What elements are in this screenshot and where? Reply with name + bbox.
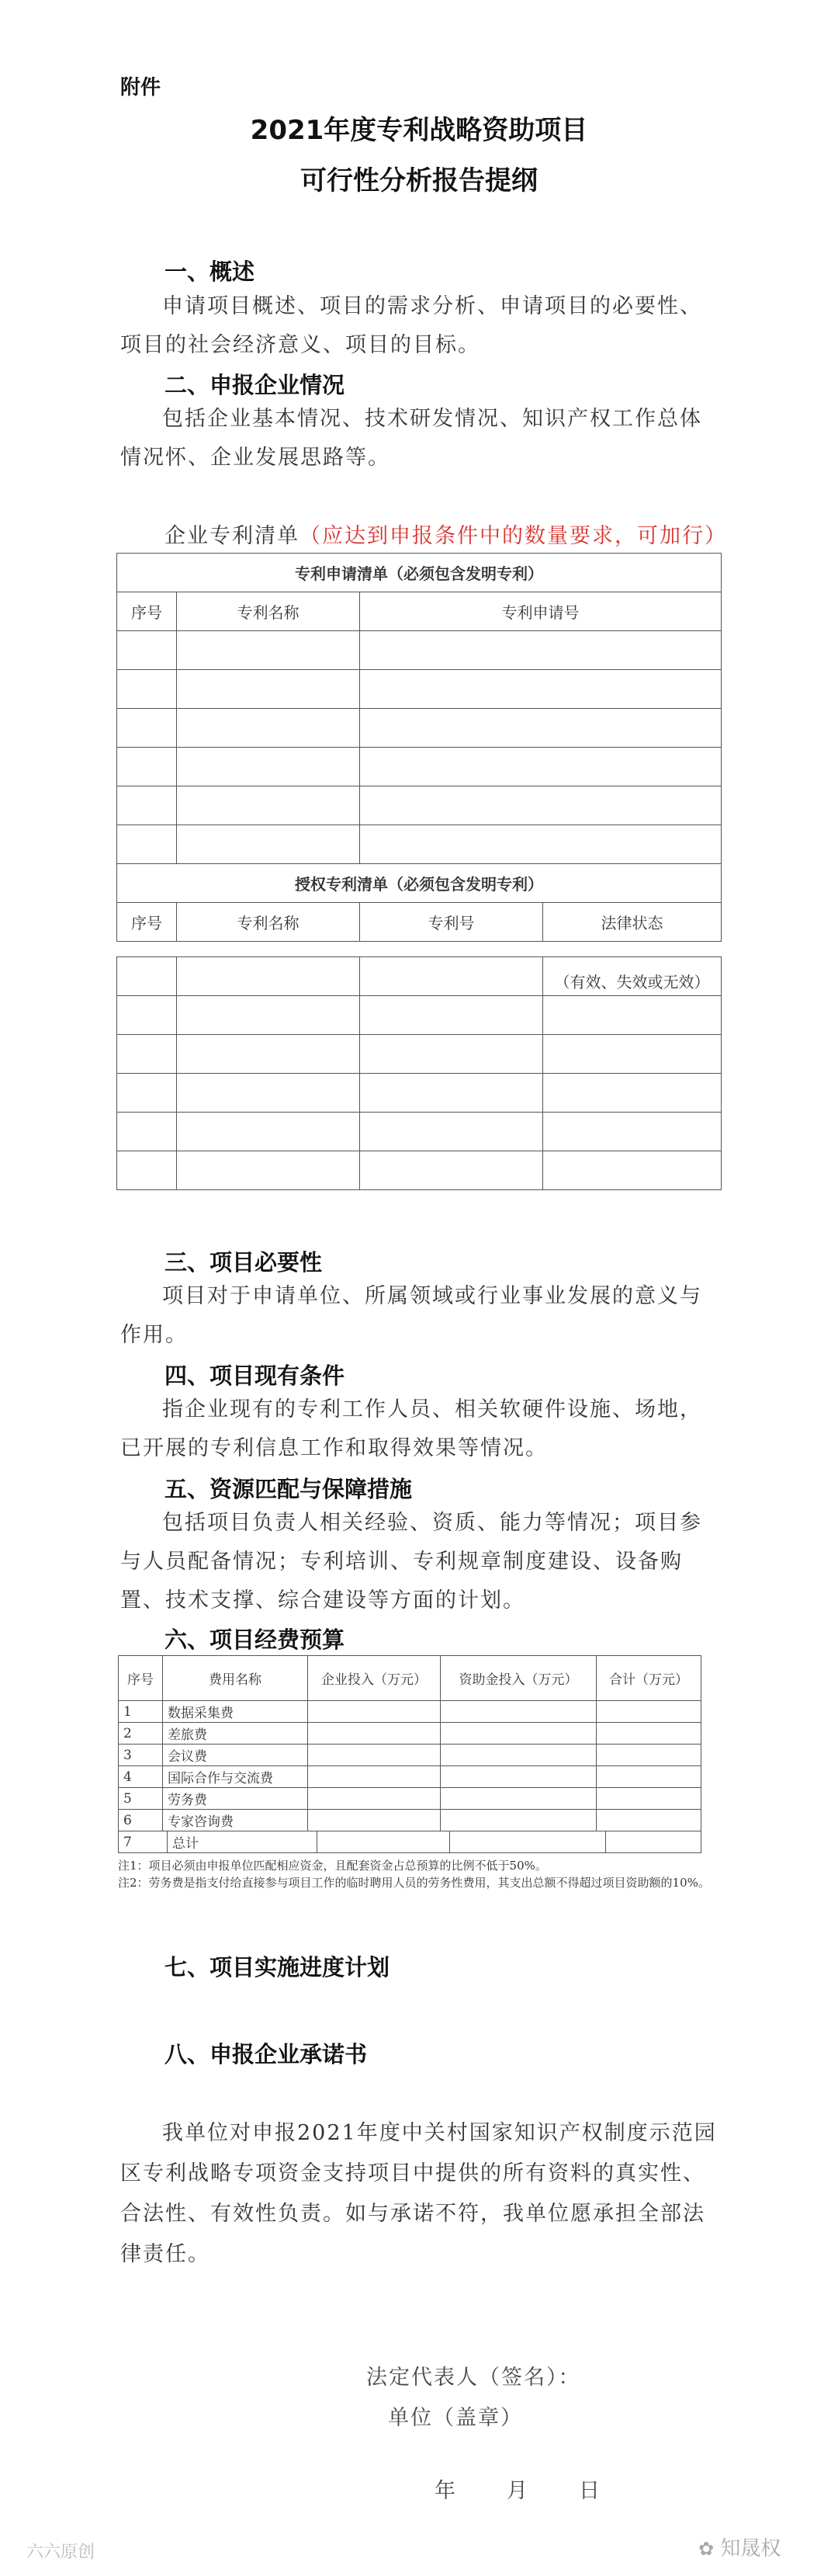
table-row: [119, 1766, 701, 1788]
table-row: [117, 1113, 722, 1151]
table-row: [119, 1810, 701, 1831]
table-row: [119, 1831, 701, 1853]
budget-header-name: 费用名称: [163, 1656, 308, 1701]
cell[interactable]: [360, 1113, 543, 1151]
cell[interactable]: [117, 825, 177, 864]
cell[interactable]: [360, 631, 722, 670]
cell[interactable]: [597, 1723, 701, 1745]
cell[interactable]: [117, 670, 177, 709]
table-row: [117, 748, 722, 786]
sec2-text: 包括企业基本情况、技术研发情况、知识产权工作总体情况怀、企业发展思路等。: [120, 407, 702, 470]
budget-table: [118, 1655, 701, 1831]
budget-note-1: 注1：项目必须由申报单位匹配相应资金，且配套资金占总预算的比例不低于50%。: [118, 1859, 547, 1873]
table-row: [117, 709, 722, 748]
sec4-heading: 四、项目现有条件: [164, 1363, 345, 1389]
wechat-icon: ✿: [698, 2538, 715, 2560]
grant-caption: 授权专利清单（必须包含发明专利）: [117, 864, 722, 903]
budget-header-grant: 资助金投入（万元）: [441, 1656, 597, 1701]
row-no: 2: [119, 1723, 163, 1745]
patent-grant-header: [116, 902, 722, 942]
unit-seal: 单位（盖章）: [388, 2406, 523, 2430]
cell[interactable]: [360, 709, 722, 748]
row-no: 1: [119, 1701, 163, 1723]
row-no: 6: [119, 1810, 163, 1831]
table-row: [119, 1701, 701, 1723]
grant-header-no: 序号: [117, 903, 177, 942]
cell[interactable]: [117, 748, 177, 786]
table-row: [119, 1788, 701, 1810]
row-no: 3: [119, 1745, 163, 1766]
table-row: [117, 1151, 722, 1190]
budget-note-2: 注2：劳务费是指支付给直接参与项目工作的临时聘用人员的劳务性费用，其支出总额不得超过项目资助额的10%。: [118, 1876, 710, 1890]
cell[interactable]: [360, 996, 543, 1035]
cell[interactable]: [177, 1151, 360, 1190]
attachment-label: 附件: [120, 76, 161, 99]
apply-header-number: 专利申请号: [360, 592, 722, 631]
cell[interactable]: [441, 1701, 597, 1723]
table-row: [117, 996, 722, 1035]
cell[interactable]: [317, 1831, 450, 1853]
total-no: 7: [119, 1831, 168, 1853]
apply-header-name: 专利名称: [177, 592, 360, 631]
grant-header-status: 法律状态: [543, 903, 722, 942]
watermark-right: [698, 2533, 781, 2561]
cell[interactable]: [441, 1723, 597, 1745]
cell[interactable]: [117, 1074, 177, 1113]
patent-list-label: [164, 519, 727, 549]
cell[interactable]: [117, 786, 177, 825]
sec2-heading: 二、申报企业情况: [164, 372, 345, 398]
cell[interactable]: [441, 1810, 597, 1831]
cell[interactable]: [360, 786, 722, 825]
row-name: 会议费: [163, 1745, 308, 1766]
cell[interactable]: [450, 1831, 606, 1853]
table-row: [117, 631, 722, 670]
table-row: [117, 1074, 722, 1113]
cell[interactable]: [360, 825, 722, 864]
cell[interactable]: [441, 1766, 597, 1788]
cell[interactable]: [177, 996, 360, 1035]
sec5-heading: 五、资源匹配与保障措施: [164, 1476, 413, 1502]
row-no: 4: [119, 1766, 163, 1788]
cell[interactable]: [543, 1151, 722, 1190]
patent-list-note: （应达到申报条件中的数量要求，可加行）: [300, 524, 727, 548]
title-line-2: 可行性分析报告提纲: [300, 165, 538, 196]
sec1-text: 申请项目概述、项目的需求分析、申请项目的必要性、项目的社会经济意义、项目的目标。: [120, 294, 702, 357]
cell[interactable]: [308, 1766, 441, 1788]
table-row: [117, 786, 722, 825]
table-row: [117, 957, 722, 996]
sec4-text: 指企业现有的专利工作人员、相关软硬件设施、场地，已开展的专利信息工作和取得效果等情况。: [120, 1397, 702, 1460]
patent-apply-table: [116, 553, 722, 903]
cell[interactable]: [117, 1035, 177, 1074]
watermark-left: 六六原创: [26, 2543, 95, 2562]
cell[interactable]: [177, 1113, 360, 1151]
cell[interactable]: [177, 1035, 360, 1074]
cell[interactable]: [308, 1788, 441, 1810]
cell[interactable]: [177, 1074, 360, 1113]
sign-date: 年 月 日: [435, 2479, 603, 2503]
cell[interactable]: [177, 957, 360, 996]
watermark-right-label: 知晟权: [720, 2537, 781, 2560]
row-name: 劳务费: [163, 1788, 308, 1810]
cell[interactable]: [360, 1074, 543, 1113]
cell[interactable]: [543, 996, 722, 1035]
budget-total-table: [118, 1831, 701, 1853]
patent-list-title: 企业专利清单: [164, 524, 300, 548]
row-name: 差旅费: [163, 1723, 308, 1745]
sec8-heading: 八、申报企业承诺书: [164, 2041, 368, 2067]
total-name: 总计: [168, 1831, 317, 1853]
cell[interactable]: [308, 1723, 441, 1745]
apply-header-no: 序号: [117, 592, 177, 631]
cell[interactable]: [360, 748, 722, 786]
cell[interactable]: [117, 631, 177, 670]
sec6-heading: 六、项目经费预算: [164, 1626, 345, 1653]
status-hint: （有效、失效或无效）: [543, 957, 722, 996]
cell[interactable]: [360, 670, 722, 709]
sec3-heading: 三、项目必要性: [164, 1249, 323, 1276]
table-row: [117, 825, 722, 864]
cell[interactable]: [308, 1701, 441, 1723]
table-row: [117, 1035, 722, 1074]
cell[interactable]: [177, 670, 360, 709]
row-name: 数据采集费: [163, 1701, 308, 1723]
cell[interactable]: [308, 1810, 441, 1831]
apply-caption: 专利申请清单（必须包含发明专利）: [117, 554, 722, 592]
cell[interactable]: [177, 786, 360, 825]
cell[interactable]: [360, 1035, 543, 1074]
sec5-text: 包括项目负责人相关经验、资质、能力等情况；项目参与人员配备情况；专利培训、专利规章制度建设、设备购置、技术支撑、综合建设等方面的计划。: [120, 1511, 702, 1613]
row-name: 专家咨询费: [163, 1810, 308, 1831]
table-row: [119, 1745, 701, 1766]
grant-header-name: 专利名称: [177, 903, 360, 942]
cell[interactable]: [117, 1113, 177, 1151]
budget-header-total: 合计（万元）: [597, 1656, 701, 1701]
cell[interactable]: [441, 1745, 597, 1766]
cell[interactable]: [360, 957, 543, 996]
cell[interactable]: [360, 1151, 543, 1190]
cell[interactable]: [177, 825, 360, 864]
sec7-heading: 七、项目实施进度计划: [164, 1954, 390, 1981]
cell[interactable]: [543, 1074, 722, 1113]
sec8-text: 我单位对申报2021年度中关村国家知识产权制度示范园区专利战略专项资金支持项目中提供的所有资料的真实性、合法性、有效性负责。如与承诺不符，我单位愿承担全部法律责任。: [120, 2121, 717, 2266]
cell[interactable]: [117, 957, 177, 996]
cell[interactable]: [597, 1766, 701, 1788]
cell[interactable]: [597, 1701, 701, 1723]
row-no: 5: [119, 1788, 163, 1810]
cell[interactable]: [308, 1745, 441, 1766]
cell[interactable]: [177, 631, 360, 670]
cell[interactable]: [117, 996, 177, 1035]
cell[interactable]: [597, 1810, 701, 1831]
cell[interactable]: [117, 709, 177, 748]
cell[interactable]: [177, 748, 360, 786]
cell[interactable]: [441, 1788, 597, 1810]
legal-rep-signature: 法定代表人（签名）：: [366, 2366, 581, 2390]
budget-header-no: 序号: [119, 1656, 163, 1701]
cell[interactable]: [543, 1035, 722, 1074]
cell[interactable]: [177, 709, 360, 748]
table-row: [117, 670, 722, 709]
cell[interactable]: [543, 1113, 722, 1151]
patent-grant-table: [116, 956, 722, 1190]
sec3-text: 项目对于申请单位、所属领域或行业事业发展的意义与作用。: [120, 1284, 702, 1347]
row-name: 国际合作与交流费: [163, 1766, 308, 1788]
cell[interactable]: [606, 1831, 701, 1853]
cell[interactable]: [597, 1745, 701, 1766]
title-line-1: 2021年度专利战略资助项目: [250, 115, 588, 146]
cell[interactable]: [117, 1151, 177, 1190]
table-row: [119, 1723, 701, 1745]
budget-header-company: 企业投入（万元）: [308, 1656, 441, 1701]
cell[interactable]: [597, 1788, 701, 1810]
grant-header-number: 专利号: [360, 903, 543, 942]
sec1-heading: 一、概述: [164, 259, 255, 285]
